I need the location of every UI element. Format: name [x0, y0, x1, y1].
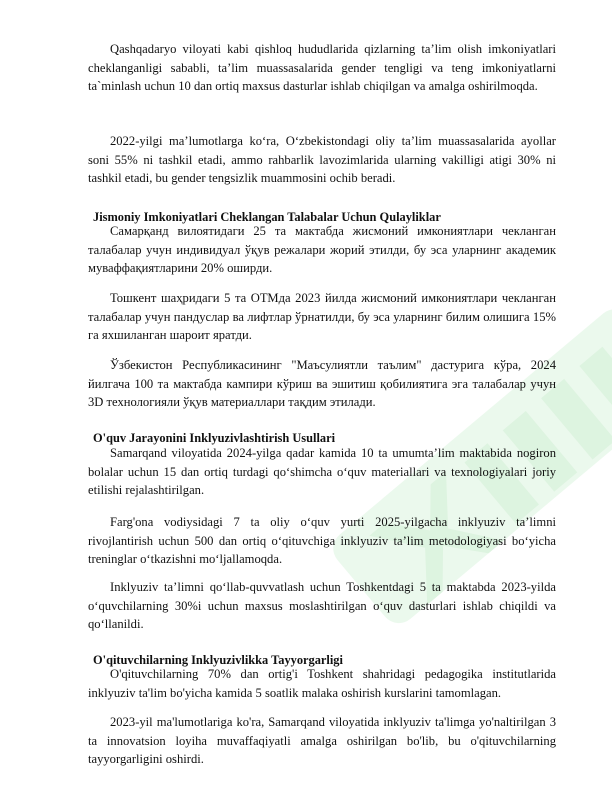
- paragraph-3d-materials: Ўзбекистон Республикасининг "Маъсулиятли таълим" дастурига кўра, 2024 йилгача 100 та мактабда кампири кўриш ва эшитиш қобилиятига эга талабалар учун 3D технологияли ўқув материаллари тақдим этилади.: [88, 358, 556, 410]
- paragraph-tashkent-ramps: Тошкент шаҳридаги 5 та ОТМда 2023 йилда жисмоний имкониятлари чекланган талабалар учун пандуслар ва лифтлар ўрнатилди, бу эса уларнинг билим олишига 15% га яхшиланган шароит яратди.: [88, 291, 556, 343]
- paragraph-teacher-courses: O'qituvchilarning 70% dan ortig'i Toshkent shahridagi pedagogika institutlarida inklyuziv ta'lim bo'yicha kamida 5 soatlik malaka oshirish kurslarini tamomlagan.: [88, 667, 556, 700]
- paragraph-fergana-trainings: Farg'ona vodiysidagi 7 ta oliy o‘quv yurti 2025-yilgacha inklyuziv ta’limni rivojlantirish uchun 500 dan ortiq o‘qituvchiga inklyuziv ta’lim metodologiyasi bo‘yicha treninglar o‘tkazishni mo‘ljallamoqda.: [88, 515, 556, 567]
- paragraph-samarqand-schools: Samarqand viloyatida 2024-yilga qadar kamida 10 ta umumta’lim maktabida nogiron bolalar uchun 15 dan ortiq turdagi qo‘shimcha o‘quv materiallari va texnologiyalari joriy etilishi rejalashtirilgan.: [88, 446, 556, 498]
- heading-disability-facilities: Jismoniy Imkoniyatlari Cheklangan Talabalar Uchun Qulayliklar: [93, 210, 441, 224]
- paragraph-gender-programs: Qashqadaryo viloyati kabi qishloq hududlarida qizlarning ta’lim olish imkoniyatlari cheklanganligi sababli, ta’lim muassasalarida gender tengligi va teng imkoniyatlarni ta`minlash uchun 10 dan ortiq maxsus dasturlar ishlab chiqilgan va amalga oshirilmoqda.: [88, 42, 556, 94]
- paragraph-tashkent-curricula: Inklyuziv ta’limni qo‘llab-quvvatlash uchun Toshkentdagi 5 ta maktabda 2023-yilda o‘quvchilarning 30%i uchun maxsus moslashtirilgan o‘quv dasturlari ishlab chiqildi va qo‘llanildi.: [88, 580, 556, 632]
- paragraph-women-statistics: 2022-yilgi ma’lumotlarga ko‘ra, O‘zbekistondagi oliy ta’lim muassasalarida ayollar soni 55% ni tashkil etadi, ammo rahbarlik lavozimlarida ularning vakilligi atigi 30% ni tashkil etadi, bu gender tengsizlik muammosini ochib beradi.: [88, 134, 556, 186]
- paragraph-samarkand-plans: Самарқанд вилоятидаги 25 та мактабда жисмоний имкониятлари чекланган талабалар учун индивидуал ўқув режалари жорий этилди, бу эса уларнинг академик муваффақиятларини 20% оширди.: [88, 224, 556, 276]
- heading-teacher-readiness: O'qituvchilarning Inklyuzivlikka Tayyorgarligi: [93, 653, 343, 667]
- heading-inclusive-methods: O'quv Jarayonini Inklyuzivlashtirish Usullari: [93, 431, 336, 445]
- paragraph-innovation-projects: 2023-yil ma'lumotlariga ko'ra, Samarqand viloyatida inklyuziv ta'limga yo'naltirilgan 3 ta innovatsion loyiha muvaffaqiyatli amalga oshirilgan bo'lib, bu o'qituvchilarning tayyorgarligini oshirdi.: [88, 715, 556, 767]
